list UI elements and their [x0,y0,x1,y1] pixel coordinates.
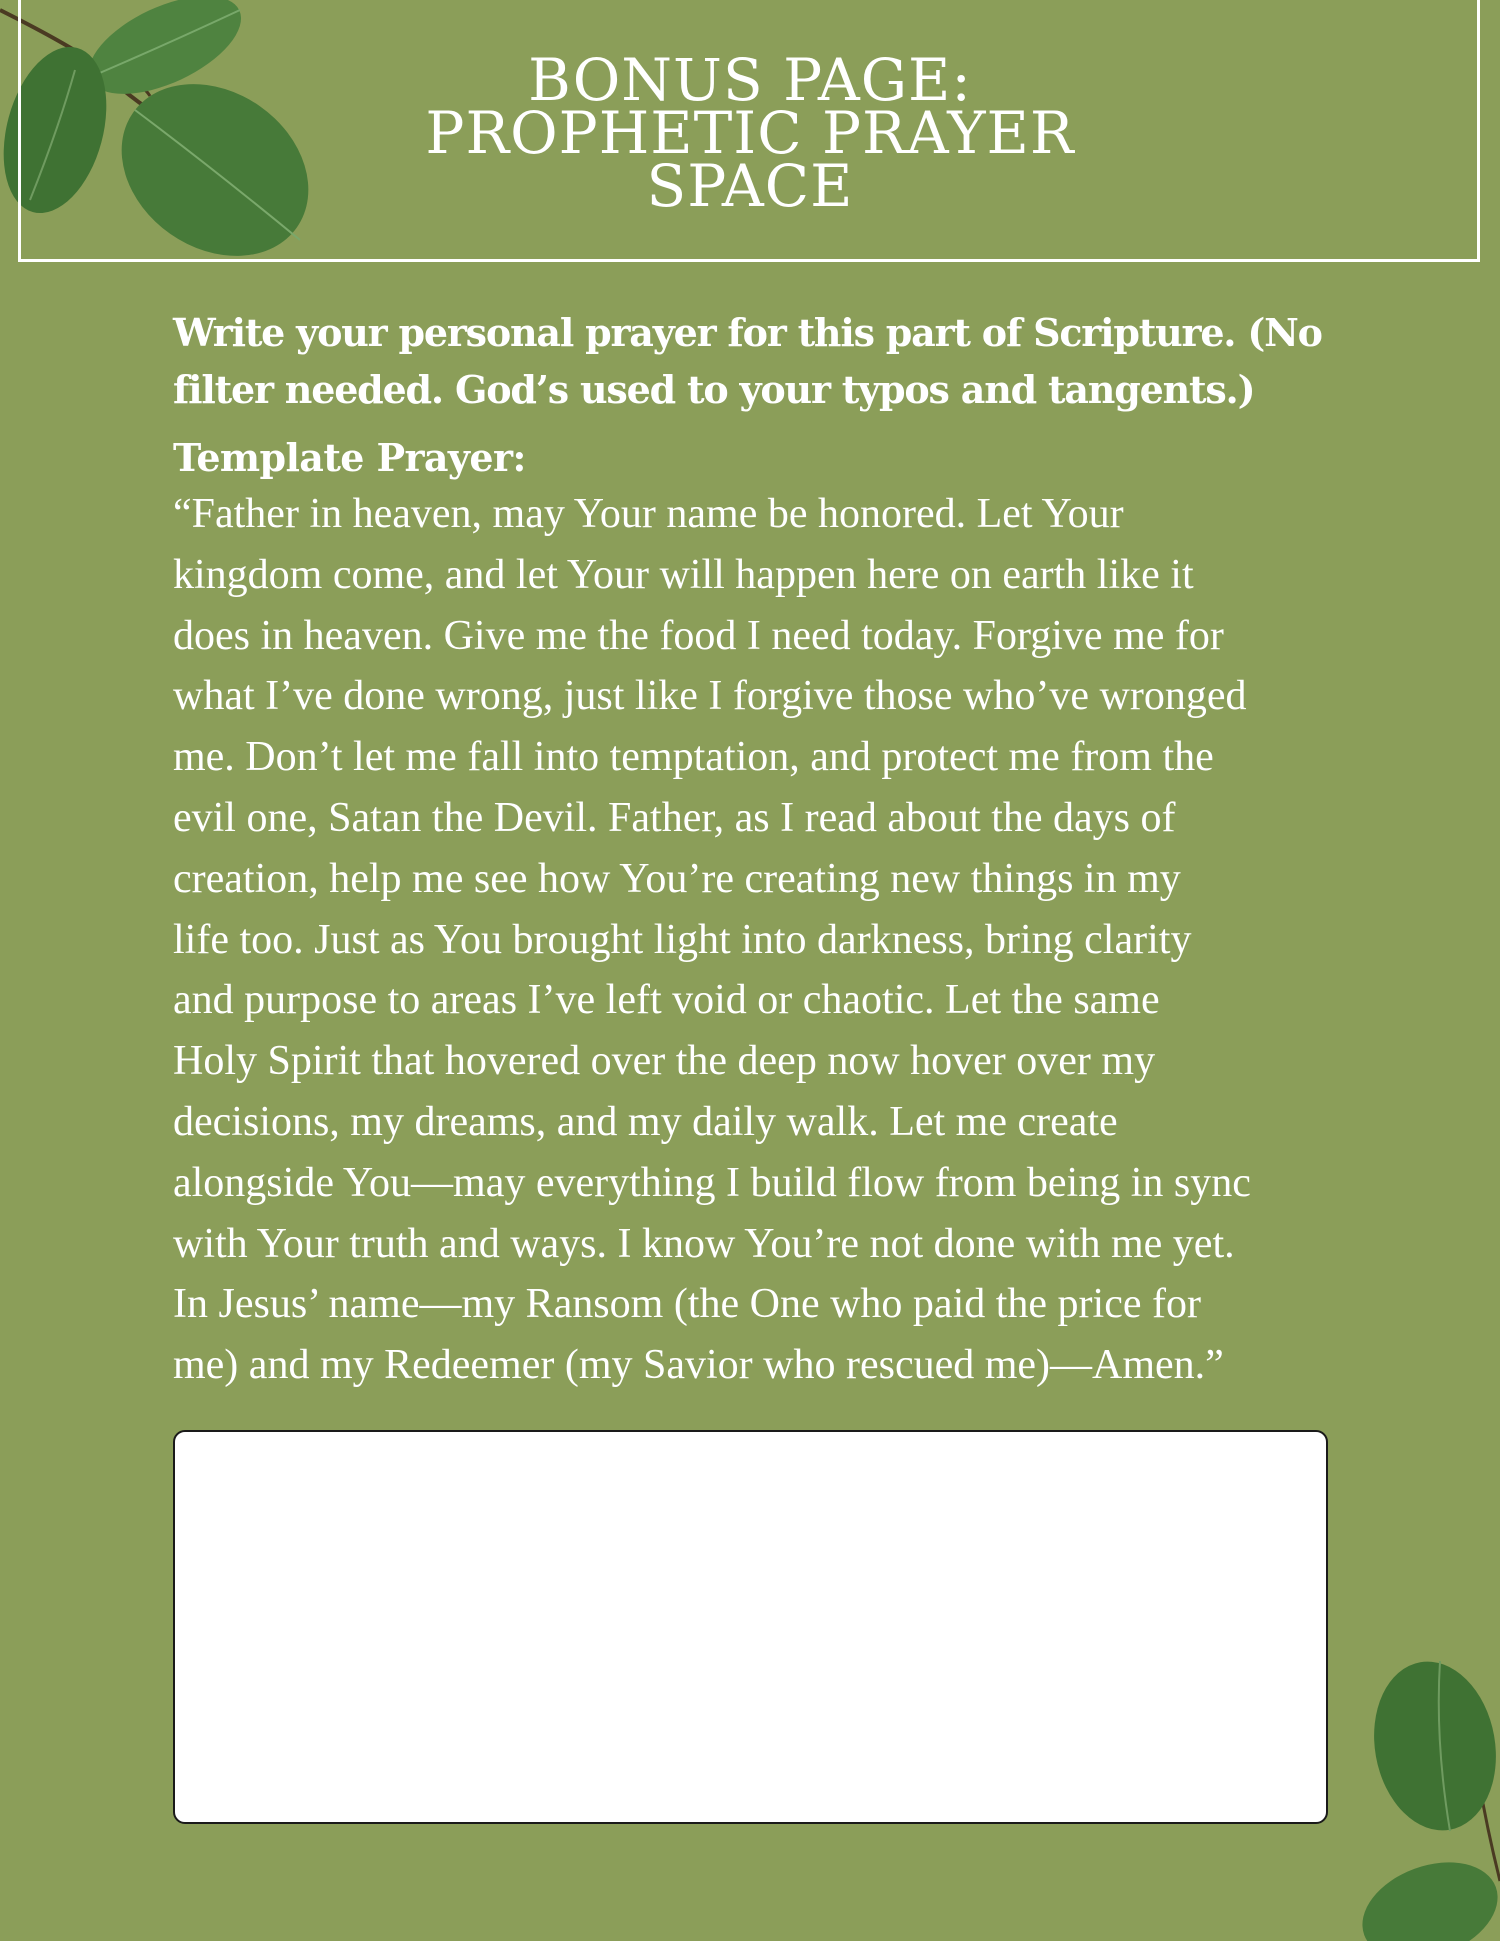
title-line: SPACE [646,152,854,220]
content [173,304,1343,1396]
title-line: PROPHETIC PRAYER [425,99,1075,167]
template-prayer-text: “Father in heaven, may Your name be honored. Let Your kingdom come, and let Your will happen here on earth like it does in heaven. Give me the food I need today. Forgive me for what I’ve done wrong, just like I forgive those who’ve wronged me. Don’t let me fall into temptation, and protect me from the evil one, Satan the Devil. Father, as I read about the days of creation, help me see how You’re creating new things in my life too. Just as You brought light into darkness, bring clarity and purpose to areas I’ve left void or chaotic. Let the same Holy Spirit that hovered over the deep now hover over my decisions, my dreams, and my daily walk. Let me create alongside You—may everything I build flow from being in sync with Your truth and ways. I know You’re not done with me yet. In Jesus’ name—my Ransom (the One who paid the price for me) and my Redeemer (my Savior who rescued me)—Amen.” [173,491,1251,1389]
instruction-text: Write your personal prayer for this part of Scripture. (No filter needed. God’s used to your typos and tangents.) [173,310,1322,412]
title-line: BONUS PAGE: [528,46,972,114]
page-title [0,46,1500,220]
prayer-writing-box[interactable] [173,1430,1328,1824]
template-label: Template Prayer: [173,435,526,480]
leaves-bottom-right-icon [1330,1641,1500,1941]
